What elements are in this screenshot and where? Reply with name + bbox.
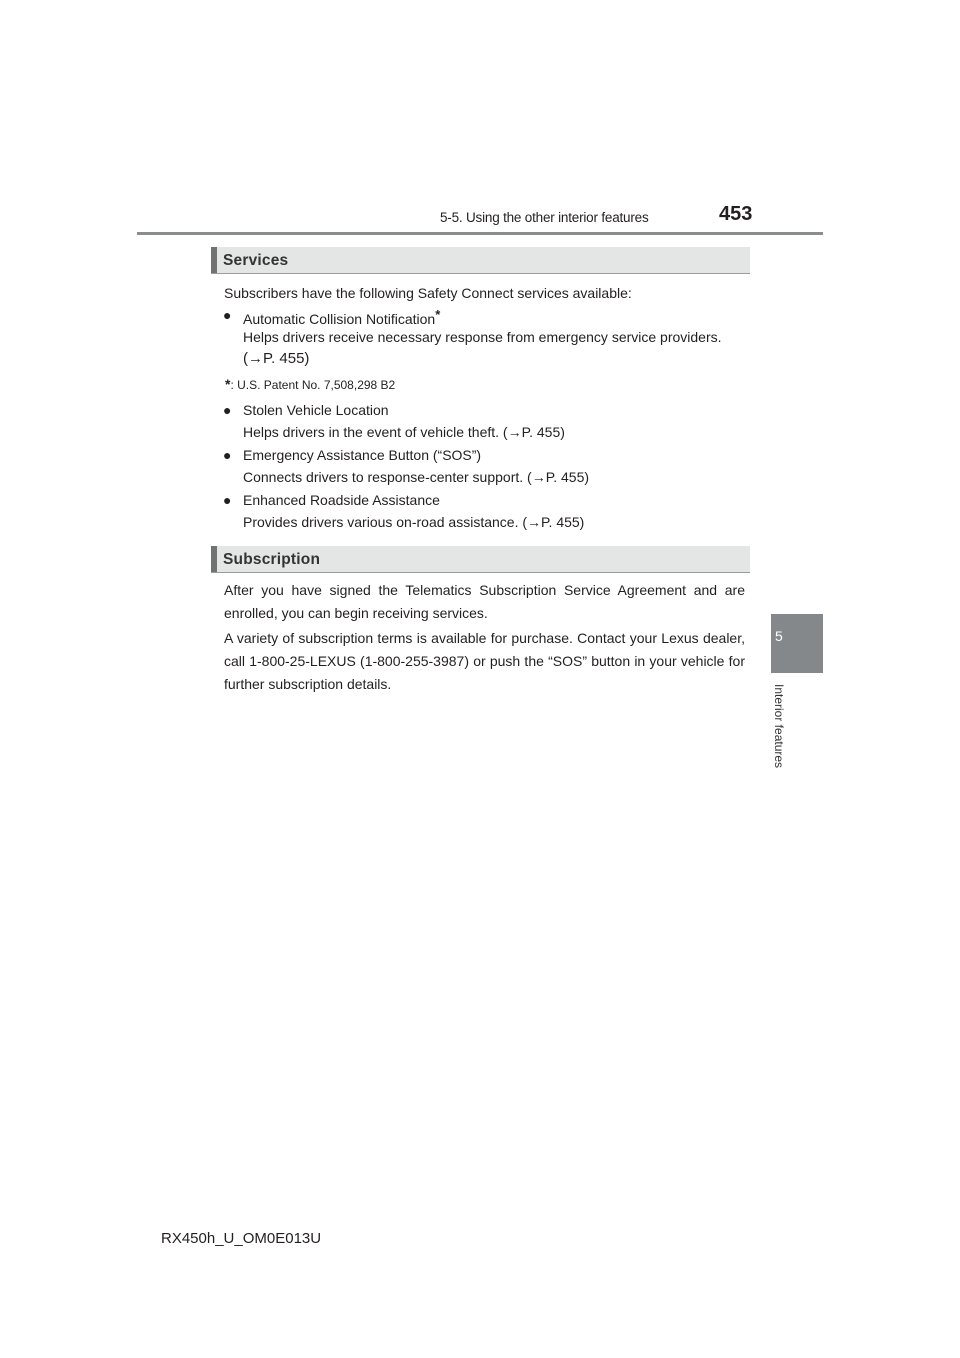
subscription-heading: Subscription (223, 551, 321, 568)
subscription-paragraph-2: A variety of subscription terms is available for purchase. Contact your Lexus dealer, call 1-800-25-LEXUS (1-800-255-3987) or push the “SOS” button in your vehicle for further subscription details. (224, 630, 745, 692)
bullet-icon: ● (223, 402, 232, 418)
asterisk-marker: * (435, 307, 441, 322)
running-header-section: 5-5. Using the other interior features (440, 210, 649, 225)
footnote (225, 373, 395, 396)
list-item-title: Stolen Vehicle Location (243, 402, 389, 418)
subscription-paragraph-1: After you have signed the Telematics Subscription Service Agreement and are enrolled, you can begin receiving services. (224, 582, 745, 621)
footnote-text: : U.S. Patent No. 7,508,298 B2 (230, 378, 396, 392)
list-item-title: Emergency Assistance Button (“SOS”) (243, 447, 482, 463)
bullet-icon: ● (223, 307, 232, 323)
list-item-desc: Helps drivers in the event of vehicle theft. (→P. 455) (243, 424, 565, 440)
header-divider (137, 232, 823, 235)
services-heading: Services (223, 252, 289, 269)
bullet-icon: ● (223, 492, 232, 508)
heading-accent (211, 247, 217, 273)
subscription-heading-bar (211, 546, 750, 573)
list-item-desc: Provides drivers various on-road assistance. (→P. 455) (243, 514, 585, 530)
footnote-mark: * (225, 376, 231, 392)
heading-accent (211, 546, 217, 572)
list-item-desc: Connects drivers to response-center support. (→P. 455) (243, 469, 590, 485)
services-heading-bar (211, 247, 750, 274)
services-intro: Subscribers have the following Safety Connect services available: (224, 285, 632, 301)
chapter-number: 5 (775, 628, 783, 644)
page-reference: (→P. 455) (243, 350, 310, 367)
page-number: 453 (719, 203, 753, 225)
list-item-title: Enhanced Roadside Assistance (243, 492, 440, 508)
list-item-desc: Helps drivers receive necessary response from emergency service providers. (243, 329, 722, 345)
bullet-icon: ● (223, 447, 232, 463)
document-code: RX450h_U_OM0E013U (161, 1230, 322, 1247)
chapter-label: Interior features (772, 684, 786, 769)
item-title-text: Automatic Collision Notification (243, 311, 436, 327)
